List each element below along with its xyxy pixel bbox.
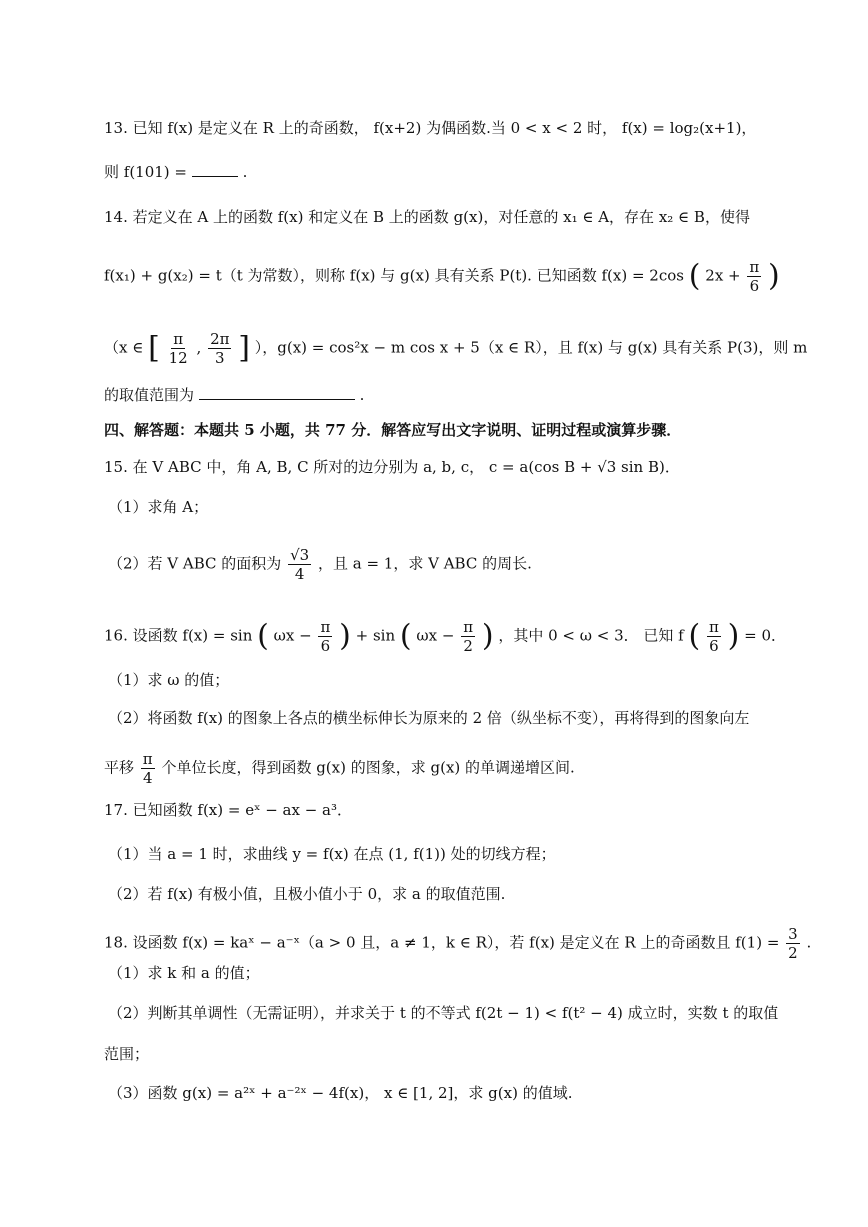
fraction-denominator: 4 [142,769,153,787]
q15-stem [104,455,772,479]
q17-part-2 [104,882,772,906]
q13-line-2 [104,160,772,184]
q15-part-2 [104,546,772,583]
q14-text-1: 14. 若定义在 A 上的函数 f(x) 和定义在 B 上的函数 g(x)，对任意的 x₁ ∈ A，存在 x₂ ∈ B，使得 [104,208,750,226]
answer-blank-q13 [192,162,238,177]
fraction-sqrt3-over-4 [288,546,311,583]
q18-part-3 [104,1081,772,1105]
fraction-denominator: 2 [788,944,798,962]
q16-stem-e: ，其中 0 < ω < 3． 已知 f [498,626,684,645]
q14-line-2 [104,258,780,295]
q14-line-1 [104,205,772,229]
q14-text-3b: ），g(x) = cos²x − m cos x + 5（x ∈ R），且 f(x) 与 g(x) 具有关系 P(3)，则 m [254,338,808,357]
q16-stem-c: + sin [355,626,396,645]
q18-part-2-text-a: （2）判断其单调性（无需证明），并求关于 t 的不等式 f(2t − 1) < f(t² − 4) 成立时，实数 t 的取值 [108,1004,779,1022]
q14-text-4b: . [359,386,365,404]
paren-left: ( [257,618,269,654]
q17-stem [104,798,772,822]
section-title: 四、解答题：本题共 5 小题，共 77 分．解答应写出文字说明、证明过程或演算步骤． [104,421,682,439]
q14-text-2a: f(x₁) + g(x₂) = t（t 为常数），则称 f(x) 与 g(x) 具有关系 P(t). 已知函数 f(x) = 2cos [104,266,684,285]
q14-bracket-left: [ [148,330,160,366]
q14-paren-left: ( [688,258,701,294]
fraction-pi-over-2 [461,618,475,655]
paren-left: ( [688,618,701,654]
fraction-denominator: 3 [214,349,225,367]
q13-text-1: 13. 已知 f(x) 是定义在 R 上的奇函数， f(x+2) 为偶函数.当 0 < x < 2 时， f(x) = log₂(x+1)， [104,119,757,137]
fraction-pi-over-12 [167,330,190,367]
q18-part-1-text: （1）求 k 和 a 的值； [108,964,260,982]
q16-part-2-cont [104,750,772,787]
q15-stem-text: 15. 在 V ABC 中，角 A, B, C 所对的边分别为 a, b, c， c = a(cos B + √3 sin B)． [104,458,680,476]
paren-right: ) [339,618,351,654]
fraction-denominator: 4 [294,565,305,583]
paren-right: ) [481,618,494,654]
fraction-numerator: π [749,258,760,276]
q13-text-2a: 则 f(101) = [104,163,187,181]
q15-part-2-text-b: ，且 a = 1，求 V ABC 的周长. [317,554,532,573]
q14-bracket-right: ] [238,330,250,366]
q16-stem-b: ωx − [273,626,312,645]
answer-blank-q14 [199,385,355,400]
fraction-denominator: 6 [709,637,719,655]
fraction-numerator: π [173,330,184,348]
q16-part-2 [104,706,772,730]
q15-part-1 [104,495,772,519]
fraction-pi-over-6 [318,618,332,655]
fraction-denominator: 2 [463,637,473,655]
q16-part-1-text: （1）求 ω 的值； [108,671,230,689]
q18-part-2-text-b: 范围； [104,1045,150,1063]
q18-stem [104,925,812,962]
fraction-numerator: √3 [290,546,310,564]
fraction-denominator: 6 [749,277,760,295]
q14-comma: , [196,338,202,357]
paren-right: ) [727,618,740,654]
fraction-pi-over-6 [747,258,761,295]
fraction-denominator: 12 [168,349,188,367]
q18-stem-a: 18. 设函数 f(x) = kaˣ − a⁻ˣ（a > 0 且，a ≠ 1，k ∈ R），若 f(x) 是定义在 R 上的奇函数且 f(1) = [104,933,780,952]
q16-stem-f: = 0． [744,626,787,645]
fraction-pi-over-6 [707,618,721,655]
q18-part-1 [104,961,772,985]
fraction-numerator: 2π [210,330,230,348]
q16-part-1 [104,668,772,692]
q16-stem-a: 16. 设函数 f(x) = sin [104,626,253,645]
q18-part-2 [104,1001,779,1025]
q13-text-2b: . [242,163,248,181]
q18-stem-b: . [806,933,812,952]
fraction-2pi-over-3 [208,330,231,367]
q14-text-3a: （x ∈ [104,338,144,357]
q14-text-2b: 2x + [705,266,741,285]
q16-stem-d: ωx − [416,626,455,645]
fraction-numerator: 3 [788,925,798,943]
q14-text-4a: 的取值范围为 [104,386,195,404]
q16-part-2-text-a: （2）将函数 f(x) 的图象上各点的横坐标伸长为原来的 2 倍（纵坐标不变），再将得到的图象向左 [108,709,750,727]
q16-part-2-text-c: 个单位长度，得到函数 g(x) 的图象，求 g(x) 的单调递增区间. [161,758,575,777]
q17-stem-text: 17. 已知函数 f(x) = eˣ − ax − a³． [104,801,353,819]
fraction-numerator: π [142,750,153,768]
fraction-numerator: π [463,618,474,636]
q18-part-2-cont [104,1042,772,1066]
q15-part-2-text-a: （2）若 V ABC 的面积为 [108,554,282,573]
q14-line-3 [104,330,808,367]
q16-part-2-text-b: 平移 [104,758,135,777]
fraction-numerator: π [709,618,719,636]
fraction-denominator: 6 [320,637,331,655]
q14-line-4 [104,383,772,407]
fraction-pi-over-4 [141,750,155,787]
q18-part-3-text: （3）函数 g(x) = a²ˣ + a⁻²ˣ − 4f(x)， x ∈ [1, 2]，求 g(x) 的值域. [108,1084,573,1102]
q15-part-1-text: （1）求角 A； [108,498,209,516]
q17-part-2-text: （2）若 f(x) 有极小值，且极小值小于 0，求 a 的取值范围. [108,885,506,903]
paren-left: ( [399,618,412,654]
section-heading [104,418,772,442]
q17-part-1 [104,842,772,866]
fraction-3-over-2 [786,925,800,962]
q13-line-1 [104,116,772,140]
q17-part-1-text: （1）当 a = 1 时，求曲线 y = f(x) 在点 (1, f(1)) 处的切线方程； [108,845,556,863]
q14-paren-right: ) [768,258,780,294]
q16-stem [104,618,787,655]
fraction-numerator: π [320,618,331,636]
